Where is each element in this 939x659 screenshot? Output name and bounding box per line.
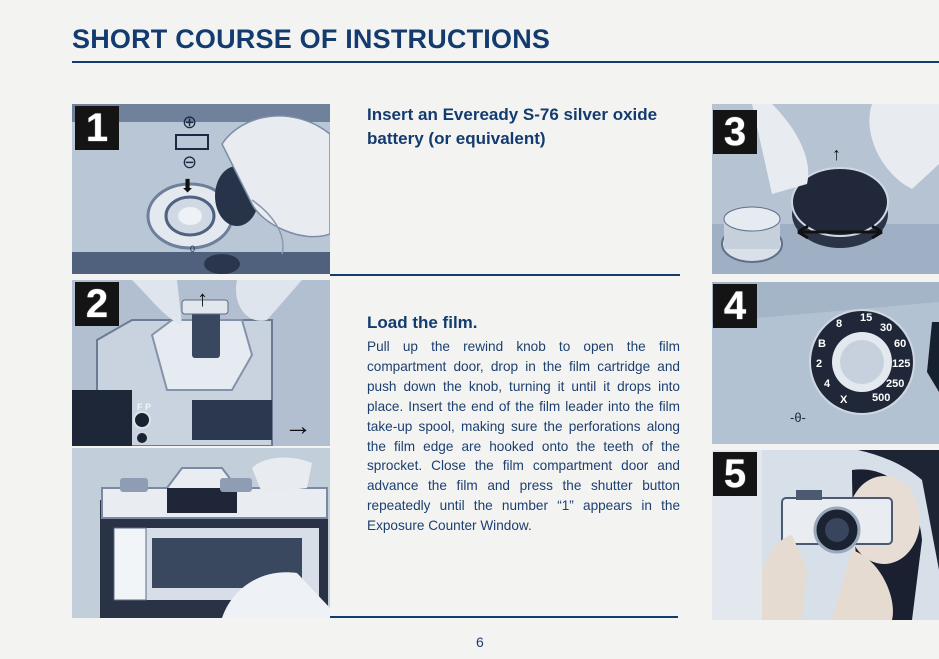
section-divider-1 [330, 274, 680, 276]
step-number-3: 3 [713, 110, 757, 154]
dial-label-15: 15 [860, 312, 873, 324]
step-number-2: 2 [75, 282, 119, 326]
load-film-instructions: Pull up the rewind knob to open the film compartment door, drop in the film cartridge and push down the knob, turning it until it drops into place. Insert the end of the film leader into the film take-up spool, making sure the perforations along the film edge are hooked onto the teeth of the sprocket. Close the film compartment door and advance the film and press the shutter button repeatedly until the number “1” appears in the Exposure Counter Window. [367, 339, 680, 534]
battery-heading: Insert an Eveready S-76 silver oxide battery (or equivalent) [367, 105, 658, 148]
dial-label-125: 125 [892, 358, 911, 370]
page-title: SHORT COURSE OF INSTRUCTIONS [72, 24, 551, 54]
plus-icon: ⊕ [182, 112, 198, 132]
zero-mark: 0 [190, 244, 196, 254]
right-arrow-icon: → [284, 410, 312, 441]
step-number-4: 4 [713, 284, 757, 328]
dial-label-8: 8 [836, 318, 843, 330]
load-film-heading: Load the film. [367, 313, 478, 332]
up-arrow-icon: ↑ [197, 286, 208, 311]
photo-film-loading [72, 448, 330, 618]
step-number-5: 5 [713, 452, 757, 496]
fp-label: F P [137, 402, 152, 412]
dial-label-30: 30 [880, 322, 893, 334]
battery-icon [175, 134, 209, 150]
down-arrow-icon: ⬇ [180, 176, 196, 196]
dial-label-500: 500 [872, 392, 891, 404]
minus-icon: ⊖ [182, 152, 198, 172]
dial-label-x: X [840, 394, 848, 406]
section-divider-2 [330, 616, 678, 618]
title-divider [72, 61, 939, 63]
page-number: 6 [476, 634, 484, 650]
dial-label-2: 2 [816, 358, 823, 370]
dial-label-4: 4 [824, 378, 831, 390]
dial-label-b: B [818, 338, 826, 350]
dial-label-250: 250 [886, 378, 905, 390]
sync-symbol: -θ- [790, 410, 806, 425]
step-number-1: 1 [75, 106, 119, 150]
up-arrow-icon-dial: ↑ [832, 144, 841, 164]
dial-label-60: 60 [894, 338, 907, 350]
